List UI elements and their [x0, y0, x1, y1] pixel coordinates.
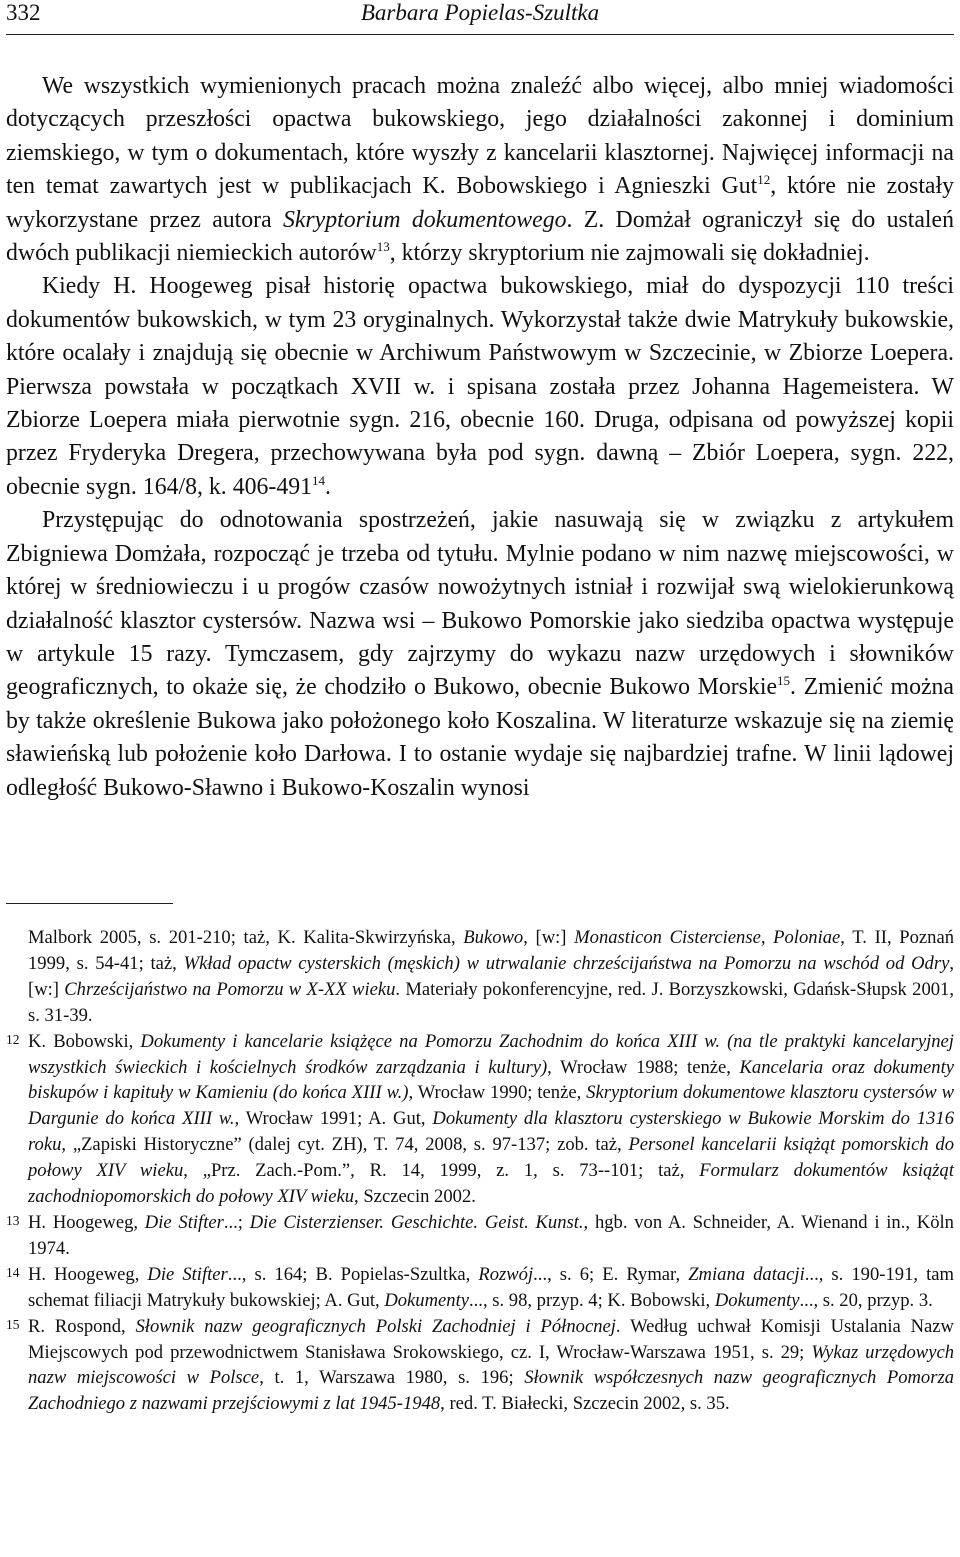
text-run: Przystępując do odnotowania spostrzeżeń, jakie nasuwają się w związku z artykułem Zbigniewa Domżała, rozpocząć je trzeba od tytułu. Mylnie podano w nim nazwę miejscowości, w której w średniowieczu i u progów czasów nowożytnych istniał i rozwijał swą wielokierunkową działalność klasztor cystersów. Nazwa wsi – Bukowo Pomorskie jako siedziba opactwa występuje w artykule 15 razy. Tymczasem, gdy zajrzymy do wykazu nazw urzędowych i słowników geograficznych, to okaże się, że chodziło o Bukowo, obecnie Bukowo Morskie: [6, 507, 954, 701]
footnote-ref-13[interactable]: 13: [376, 239, 390, 255]
footnote-15: [6, 1314, 954, 1418]
italic-title: Bukowo: [463, 927, 524, 948]
text-run: ..., s. 20, przyp. 3.: [799, 1289, 933, 1311]
footnote-number: 13: [6, 1212, 20, 1228]
text-run: H. Hoogeweg,: [28, 1263, 148, 1285]
footnote-14: [6, 1262, 954, 1314]
text-run: Malbork 2005, s. 201-210; taż, K. Kalita-Skwirzyńska,: [28, 927, 464, 948]
italic-title: Skryptorium dokumentowe klasztoru cystersów w Dargunie do końca XIII w.: [28, 1082, 954, 1130]
page-header: [6, 0, 954, 35]
footnotes: [6, 925, 954, 1417]
text-run: . Według uchwał Komisji Ustalania Nazw Miejscowych pod przewodnictwem Stanisława Srokowskiego, cz. I, Wrocław-Warszawa 1951, s. 29;: [28, 1315, 954, 1363]
text-run: . Z. Domżał ograniczył się do ustaleń dwóch publikacji niemieckich autorów: [6, 206, 954, 267]
text-run: , hgb. von A. Schneider, A. Wienand i in., Köln 1974.: [28, 1211, 954, 1259]
footnote-ref-15[interactable]: 15: [777, 673, 791, 689]
italic-title: Dokumenty i kancelarie książęce na Pomorzu Zachodnim do końca XIII w. (na tle praktyki kancelaryjnej wszystkich świeckich i kościelnych środków zarządzania i kultury): [28, 1030, 954, 1078]
italic-title: Słownik nazw geograficznych Polski Zachodniej i Północnej: [135, 1315, 616, 1337]
text-run: , Wrocław 1988; tenże,: [547, 1056, 740, 1078]
footnote-continuation: [6, 925, 954, 1029]
footnote-ref-12[interactable]: 12: [757, 172, 771, 188]
footnote-number: 15: [6, 1316, 20, 1332]
text-run: , Wrocław 1991; A. Gut,: [234, 1108, 433, 1130]
text-run: , „Zapiski Historyczne” (dalej cyt. ZH), T. 74, 2008, s. 97-137; zob. taż,: [61, 1134, 629, 1156]
text-run: , t. 1, Warszawa 1980, s. 196;: [259, 1367, 525, 1389]
italic-title: Dokumenty dla klasztoru cysterskiego w Bukowie Morskim do 1316 roku: [28, 1108, 954, 1156]
italic-title: Wkład opactw cysterskich (męskich) w utrwalanie chrześcijaństwa na Pomorzu na wschód od Odry: [183, 952, 950, 974]
text-run: , red. T. Białecki, Szczecin 2002, s. 35.: [440, 1393, 730, 1415]
italic-title: Rozwój: [478, 1263, 534, 1285]
text-run: ..., s. 190-191, tam schemat filiacji Matrykuły bukowskiej; A. Gut,: [28, 1263, 954, 1311]
text-run: R. Rospond,: [28, 1315, 136, 1337]
text-run: ...;: [223, 1211, 250, 1233]
text-run: , „Prz. Zach.-Pom.”, R. 14, 1999, z. 1, s. 73--101; taż,: [183, 1160, 700, 1182]
paragraph-3: [6, 504, 954, 805]
italic-title: Monasticon Cisterciense, Poloniae: [574, 927, 841, 948]
running-title: Barbara Popielas-Szultka: [360, 0, 600, 25]
main-text: [6, 70, 954, 805]
text-run: H. Hoogeweg,: [28, 1211, 145, 1233]
text-run: ..., s. 6; E. Rymar,: [533, 1263, 689, 1285]
footnote-13: [6, 1210, 954, 1262]
italic-title: Die Stifter: [147, 1263, 228, 1285]
text-run: ..., s. 98, przyp. 4; K. Bobowski,: [469, 1289, 715, 1311]
italic-title: Słownik współczesnych nazw geograficznych Pomorza Zachodniego z nazwami przejściowymi z lat 1945-1948: [28, 1367, 954, 1415]
text-run: , [w:]: [523, 927, 575, 948]
page-number: 332: [6, 0, 41, 25]
text-run: We wszystkich wymienionych pracach można znaleźć albo więcej, albo mniej wiadomości dotyczących przeszłości opactwa bukowskiego, jego działalności zakonnej i dominium ziemskiego, w tym o dokumentach, które wyszły z kancelarii klasztornej. Najwięcej informacji na ten temat zawartych jest w publikacjach K. Bobowskiego i Agnieszki Gut: [6, 73, 954, 200]
footnote-ref-14[interactable]: 14: [312, 472, 326, 488]
italic-title: Kancelaria oraz dokumenty biskupów i kapituły w Kamieniu (do końca XIII w.): [28, 1056, 954, 1104]
italic-title: Wykaz urzędowych nazw miejscowości w Polsce: [28, 1341, 954, 1389]
italic-title: Dokumenty: [714, 1289, 800, 1311]
text-run: Kiedy H. Hoogeweg pisał historię opactwa bukowskiego, miał do dyspozycji 110 treści dokumentów bukowskich, w tym 23 oryginalnych. Wykorzystał także dwie Matrykuły bukowskie, które ocalały i znajdują się obecnie w Archiwum Państwowym w Szczecinie, w Zbiorze Loepera. Pierwsza powstała w początkach XVII w. i spisana została przez Johanna Hagemeistera. W Zbiorze Loepera miała pierwotnie sygn. 216, obecnie 160. Druga, odpisana od powyższej kopii przez Fryderyka Dregera, przechowywana była pod sygn. dawną – Zbiór Loepera, sygn. 222, obecnie sygn. 164/8, k. 406-491: [6, 273, 954, 500]
text-run: , T. II, Poznań 1999, s. 54-41; taż,: [28, 927, 954, 974]
text-run: . Zmienić można by także określenie Bukowa jako położonego koło Koszalina. W literaturze wskazuje się na ziemię sławieńską lub położenie koło Darłowa. I to ostanie wydaje się najbardziej trafne. W linii lądowej odległość Bukowo-Sławno i Bukowo-Koszalin wynosi: [6, 674, 954, 801]
footnote-number: 14: [6, 1264, 20, 1280]
paragraph-2: [6, 270, 954, 504]
text-run: . Materiały pokonferencyjne, red. J. Borzyszkowski, Gdańsk-Słupsk 2001, s. 31-39.: [28, 978, 954, 1026]
paragraph-1: [6, 70, 954, 270]
text-run: , którzy skryptorium nie zajmowali się dokładniej.: [389, 240, 870, 267]
text-run: , które nie zostały wykorzystane przez autora: [6, 173, 955, 233]
footnote-separator: [6, 903, 173, 904]
italic-title: Zmiana datacji: [688, 1263, 805, 1285]
text-run: , Szczecin 2002.: [354, 1186, 476, 1208]
italic-title: Chrześcijaństwo na Pomorzu w X-XX wieku: [64, 978, 396, 1000]
italic-title: Die Cisterzienser. Geschichte. Geist. Kunst.: [249, 1211, 584, 1233]
text-run: K. Bobowski,: [28, 1030, 141, 1052]
text-run: , Wrocław 1990; tenże,: [408, 1082, 587, 1104]
footnote-number: 12: [6, 1031, 20, 1047]
italic-title: Personel kancelarii książąt pomorskich do połowy XIV wieku: [28, 1134, 955, 1182]
text-run: ..., s. 164; B. Popielas-Szultka,: [227, 1263, 479, 1285]
text-run: .: [325, 473, 331, 500]
text-run: , [w:]: [28, 952, 954, 1000]
italic-title: Die Stifter: [144, 1211, 224, 1233]
italic-title: Skryptorium dokumentowego: [282, 206, 567, 233]
footnote-12: [6, 1029, 954, 1210]
italic-title: Dokumenty: [384, 1289, 469, 1311]
italic-title: Formularz dokumentów książąt zachodniopomorskich do połowy XIV wieku: [28, 1160, 954, 1208]
